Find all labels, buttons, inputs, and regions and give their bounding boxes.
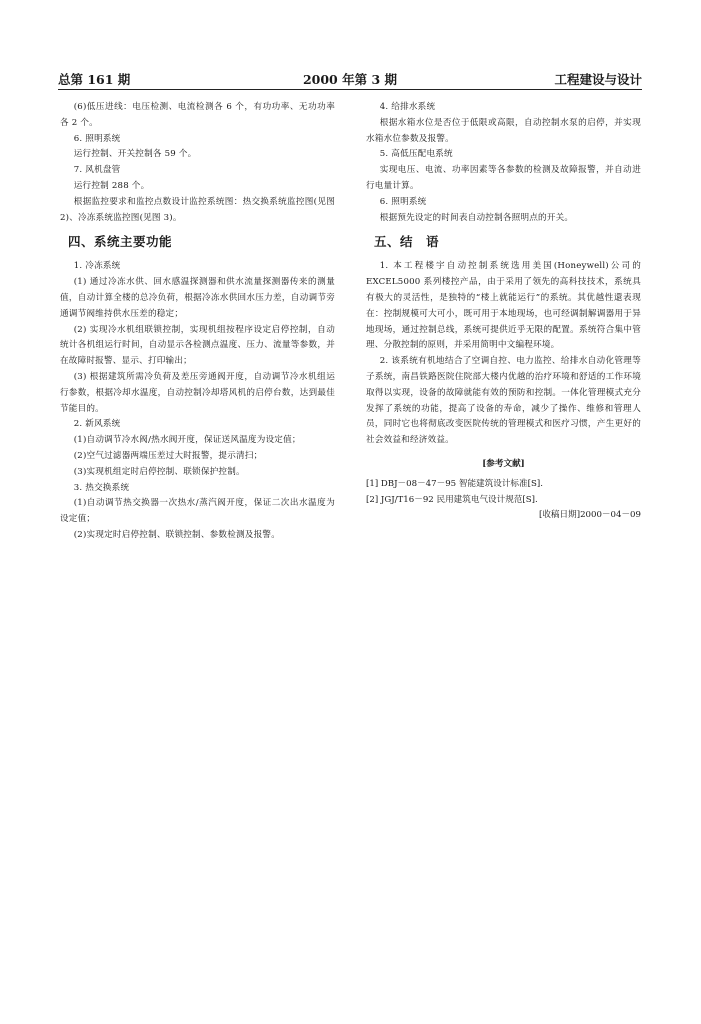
issue-number: 总第 161 期 <box>58 72 131 87</box>
paragraph-heat-exchange-2: (2)实现定时启停控制、联锁控制、参数检测及报警。 <box>73 529 280 540</box>
subheading-lighting-system: 6. 照明系统 <box>379 196 427 207</box>
paragraph-conclusion-2: 2. 该系统有机地结合了空调自控、电力监控、给排水自动化管理等子系统，南昌铁路医院住院部大楼内优越的治疗环境和舒适的工作环境取得以实现，设备的故障就能有效的预防和控制。一体化管理模式充分发挥了系统的功能，提高了设备的寿命，减少了操作、维修和管理人员，同时它也将彻底改变医院传统的管理模式和医疗习惯，产生更好的社会效益和经济效益。 <box>366 356 641 446</box>
paragraph-heat-exchange-1: (1)自动调节热交换器一次热水/蒸汽阀开度，保证二次出水温度为设定值； <box>60 498 335 525</box>
reference-1: [1] DBJ－08－47－95 智能建筑设计标准[S]. <box>366 478 543 489</box>
paragraph-fresh-air-2: (2)空气过滤器两端压差过大时报警，提示清扫； <box>73 450 263 461</box>
subheading-water-supply: 4. 给排水系统 <box>379 102 436 112</box>
paragraph-lighting-system: 根据预先设定的时间表自动控制各照明点的开关。 <box>379 212 574 223</box>
paragraph-water-supply: 根据水箱水位是否位于低限或高限，自动控制水泵的启停，并实现水箱水位参数及报警。 <box>366 117 641 144</box>
item-fan-coil: 7. 风机盘管 <box>73 165 121 176</box>
page-header <box>58 70 642 88</box>
paragraph-fan-coil-count: 运行控制 288 个。 <box>73 180 150 191</box>
section-heading-main-functions: 四、系统主要功能 <box>68 234 173 250</box>
paragraph-fresh-air-3: (3)实现机组定时启停控制、联锁保护控制。 <box>73 466 245 477</box>
section-heading-conclusion: 五、结 语 <box>374 234 440 250</box>
paragraph-chilled-3: (3) 根据建筑所需冷负荷及差压旁通阀开度，自动调节冷水机组运行参数，根据冷却水温度，自动控制冷却塔风机的启停台数，达到最佳节能目的。 <box>60 371 335 414</box>
paragraph-low-voltage: (6)低压进线：电压检测、电流检测各 6 个，有功功率、无功功率各 2 个。 <box>60 102 335 128</box>
paragraph-chilled-1: (1) 通过冷冻水供、回水感温探测器和供水流量探测器传来的测量值，自动计算全楼的总冷负荷，根据冷冻水供回水压力差，自动调节旁通调节阀维持供水压差的稳定； <box>60 277 335 319</box>
item-lighting: 6. 照明系统 <box>73 133 121 144</box>
subheading-fresh-air: 2. 新风系统 <box>73 419 121 430</box>
references-heading: [参考文献] <box>482 458 525 469</box>
paragraph-power-distribution: 实现电压、电流、功率因素等各参数的检测及故障报警，并自动进行电量计算。 <box>366 165 641 191</box>
paragraph-conclusion-1: 1. 本工程楼宇自动控制系统选用美国(Honeywell)公司的 EXCEL5000 系列楼控产品，由于采用了领先的高科技技术，系统具有极大的灵活性，是独特的“楼上就能运行”的系统。其优越性還表现在：控制规模可大可小，既可用于本地现场，也可经调制解调器用于异地现场，通过控制总线，系统可提供近乎无限的配置。系统符合集中管理、分散控制的原则，并采用简明中文编程环境。 <box>366 261 641 351</box>
journal-issue: 2000 年第 3 期 <box>302 72 398 87</box>
left-column <box>60 100 335 544</box>
paragraph-monitoring-design: 根据监控要求和监控点数设计监控系统图：热交换系统监控图(见图 2)、冷冻系统监控图(见图 3)。 <box>60 196 335 223</box>
reference-2: [2] JGJ/T16－92 民用建筑电气设计规范[S]. <box>366 494 538 505</box>
paragraph-lighting-count: 运行控制、开关控制各 59 个。 <box>73 149 197 160</box>
journal-title: 工程建设与设计 <box>554 72 642 87</box>
subheading-power-distribution: 5. 高低压配电系统 <box>379 149 453 160</box>
paragraph-fresh-air-1: (1)自动调节冷水阀/热水阀开度，保证送风温度为设定值； <box>73 435 301 446</box>
right-column <box>366 100 641 524</box>
received-date: [收稿日期]2000－04－09 <box>538 510 641 521</box>
paragraph-chilled-2: (2) 实现冷水机组联锁控制，实现机组按程序设定启停控制，自动统计各机组运行时间，自动显示各检测点温度、压力、流量等参数，并在故障时报警、显示、打印输出； <box>60 324 335 367</box>
header-rule <box>58 89 642 90</box>
subheading-heat-exchange: 3. 热交换系统 <box>73 482 130 493</box>
subheading-chilled-water: 1. 冷冻系统 <box>73 261 121 272</box>
